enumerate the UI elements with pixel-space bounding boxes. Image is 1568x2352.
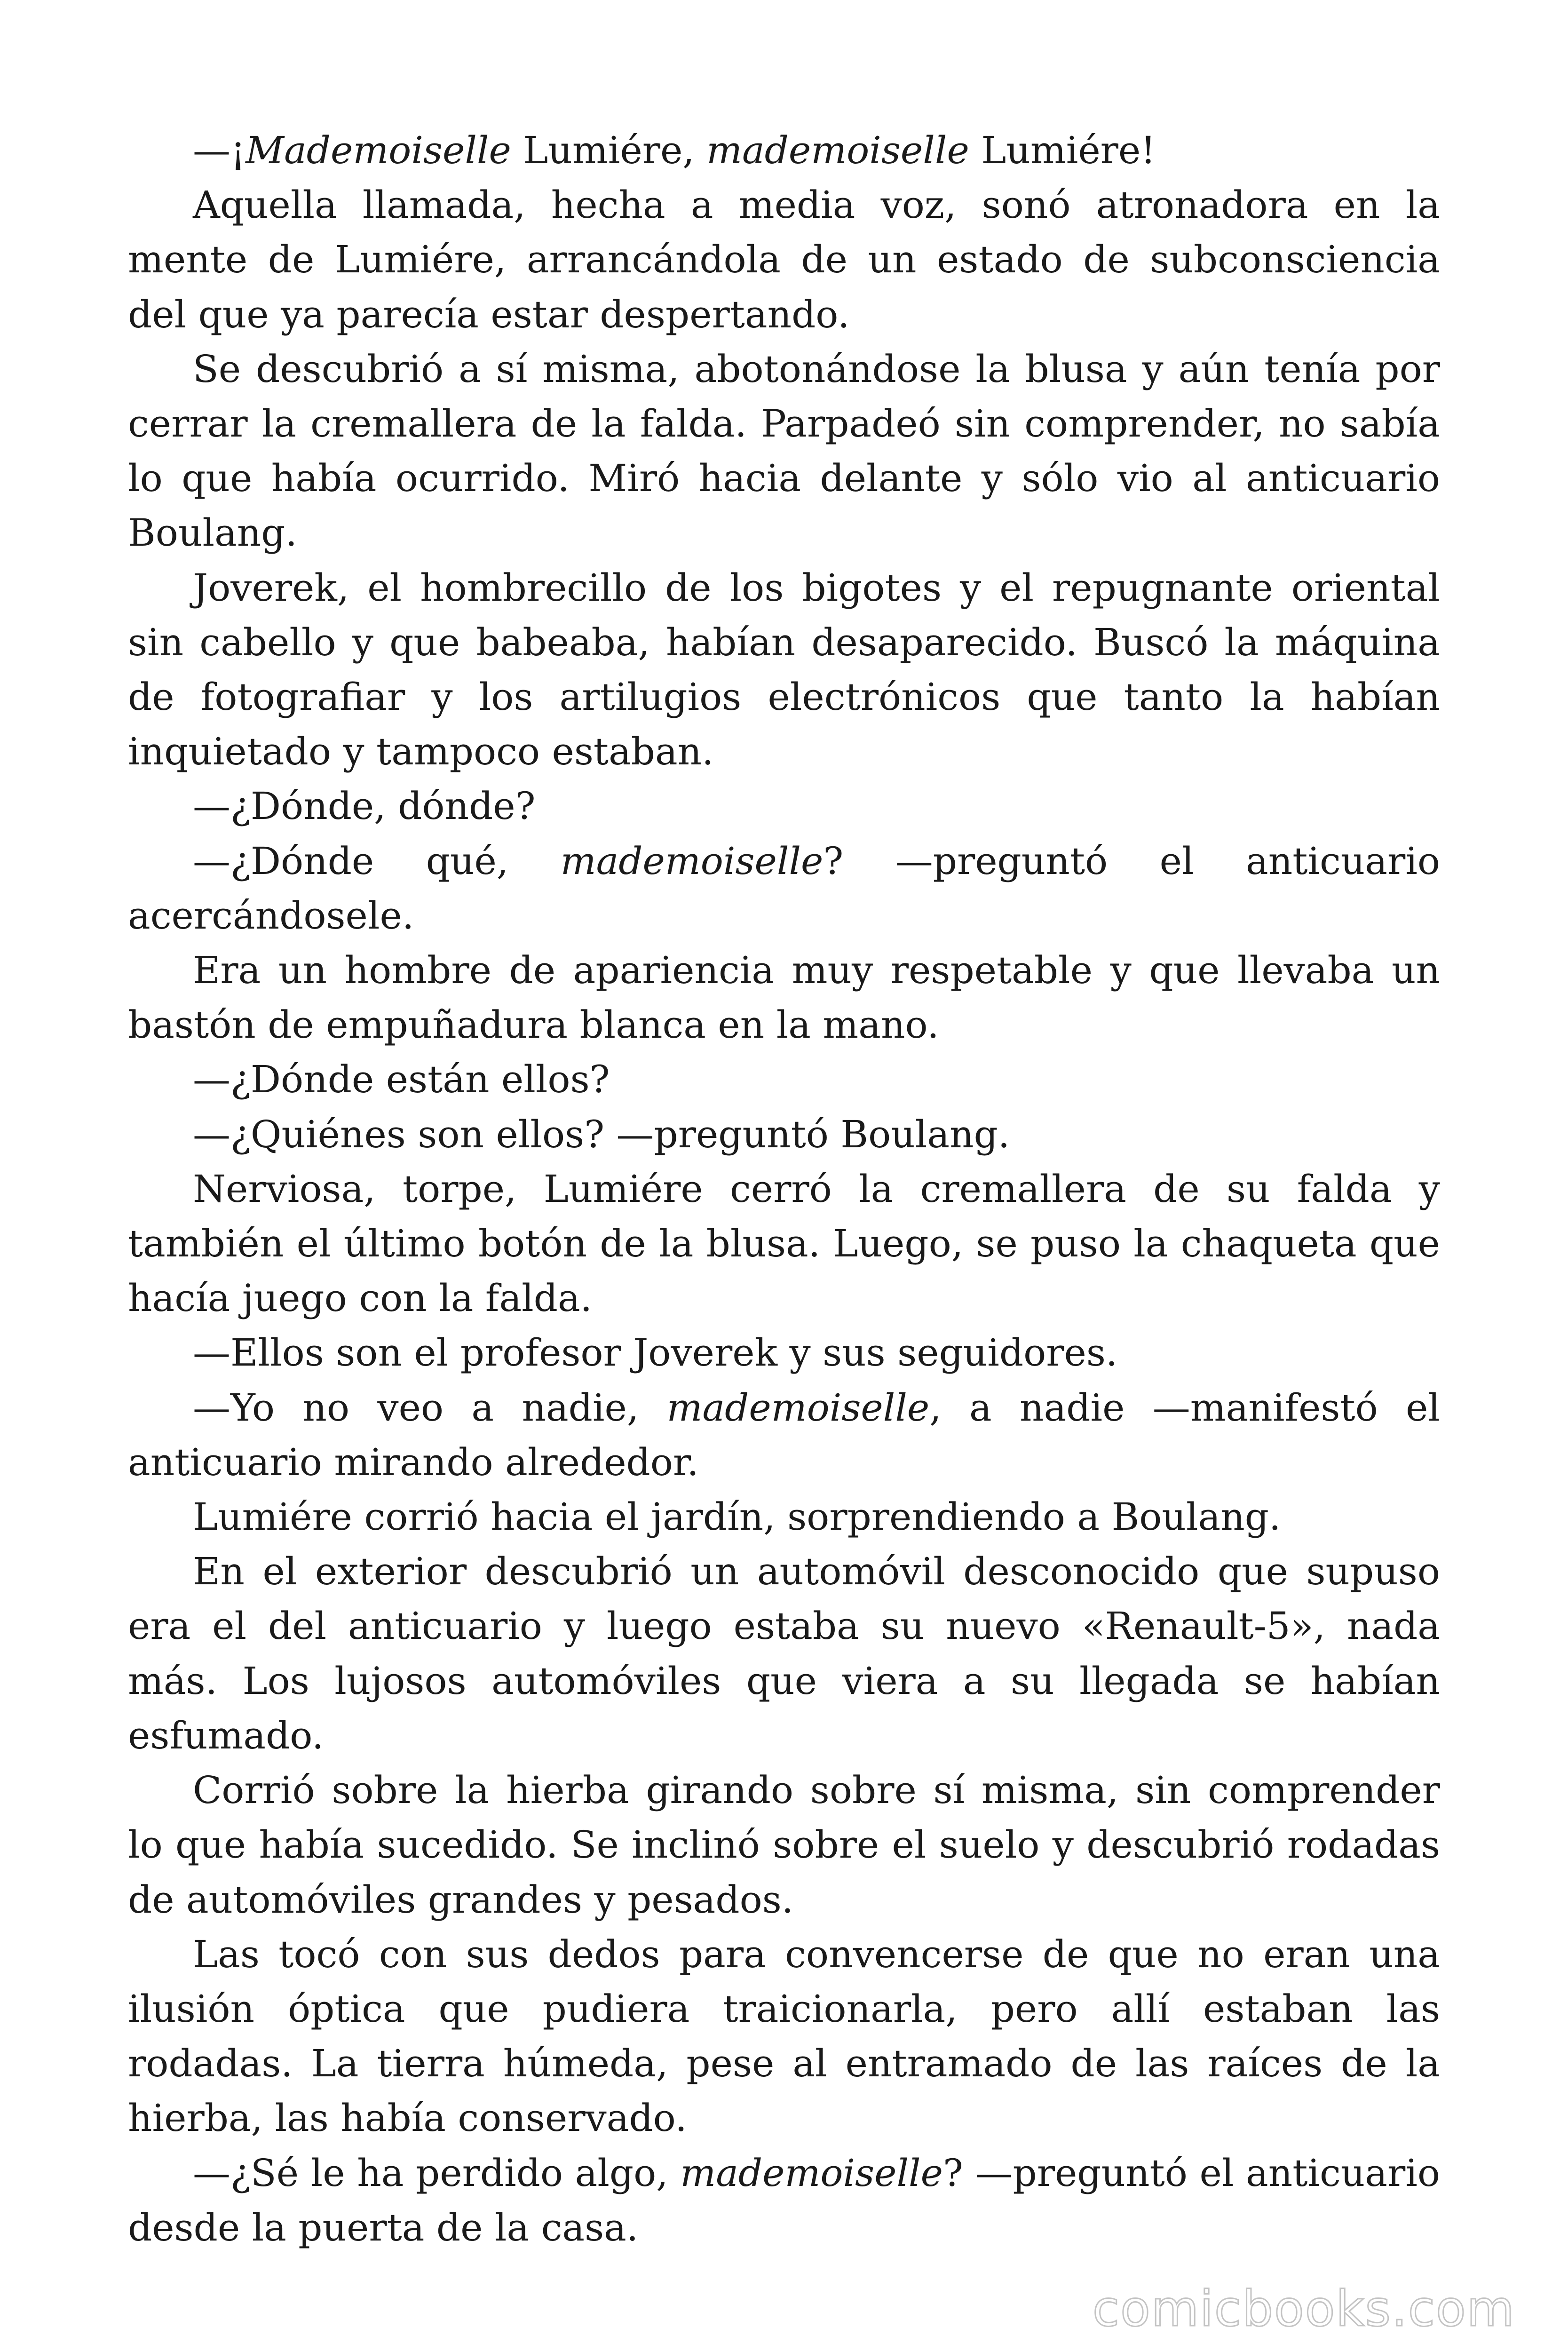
paragraph-15: Corrió sobre la hierba girando sobre sí misma, sin comprender lo que había sucedido. Se inclinó sobre el suelo y descubrió rodadas de automóviles grandes y pesados. [128, 1768, 1440, 1922]
italic-term: mademoiselle [666, 1385, 930, 1430]
italic-term: mademoiselle [706, 128, 969, 172]
paragraph-3: Se descubrió a sí misma, abotonándose la blusa y aún tenía por cerrar la cremallera de la falda. Parpadeó sin comprender, no sabía lo que había ocurrido. Miró hacia delante y sólo vio al anticuario Boulang. [128, 347, 1440, 555]
italic-term: Mademoiselle [245, 128, 511, 172]
paragraph-8: —¿Dónde están ellos? [193, 1057, 610, 1102]
paragraph-10: Nerviosa, torpe, Lumiére cerró la cremallera de su falda y también el último botón de la blusa. Luego, se puso la chaqueta que hacía juego con la falda. [128, 1167, 1440, 1320]
paragraph-2: Aquella llamada, hecha a media voz, sonó atronadora en la mente de Lumiére, arrancándola de un estado de subconsciencia del que ya parecía estar despertando. [128, 183, 1440, 336]
body-text [128, 123, 1440, 2255]
paragraph-1: —¡Mademoiselle Lumiére, mademoiselle Lumiére! [193, 128, 1156, 172]
italic-term: mademoiselle [680, 2151, 943, 2195]
paragraph-14: En el exterior descubrió un automóvil desconocido que supuso era el del anticuario y luego estaba su nuevo «Renault-5», nada más. Los lujosos automóviles que viera a su llegada se habían esfumado. [128, 1549, 1440, 1757]
paragraph-17: —¿Sé le ha perdido algo, mademoiselle? —preguntó el anticuario desde la puerta de la casa. [128, 2151, 1440, 2249]
paragraph-7: Era un hombre de apariencia muy respetable y que llevaba un bastón de empuñadura blanca en la mano. [128, 948, 1440, 1047]
paragraph-12: —Yo no veo a nadie, mademoiselle, a nadie —manifestó el anticuario mirando alrededor. [128, 1385, 1441, 1484]
paragraph-4: Joverek, el hombrecillo de los bigotes y el repugnante oriental sin cabello y que babeaba, habían desaparecido. Buscó la máquina de fotografiar y los artilugios electrónicos que tanto la habían inquietado y tampoco estaban. [128, 565, 1440, 774]
paragraph-16: Las tocó con sus dedos para convencerse de que no eran una ilusión óptica que pudiera traicionarla, pero allí estaban las rodadas. La tierra húmeda, pese al entramado de las raíces de la hierba, las había conservado. [128, 1932, 1440, 2140]
paragraph-5: —¿Dónde, dónde? [193, 784, 536, 828]
paragraph-6: —¿Dónde qué, mademoiselle? —preguntó el anticuario acercándosele. [128, 839, 1440, 938]
watermark: comicbooks.com [1092, 2280, 1515, 2337]
italic-term: mademoiselle [560, 839, 824, 883]
paragraph-9: —¿Quiénes son ellos? —preguntó Boulang. [193, 1112, 1010, 1156]
paragraph-11: —Ellos son el profesor Joverek y sus seguidores. [193, 1331, 1118, 1375]
paragraph-13: Lumiére corrió hacia el jardín, sorprendiendo a Boulang. [193, 1495, 1281, 1539]
